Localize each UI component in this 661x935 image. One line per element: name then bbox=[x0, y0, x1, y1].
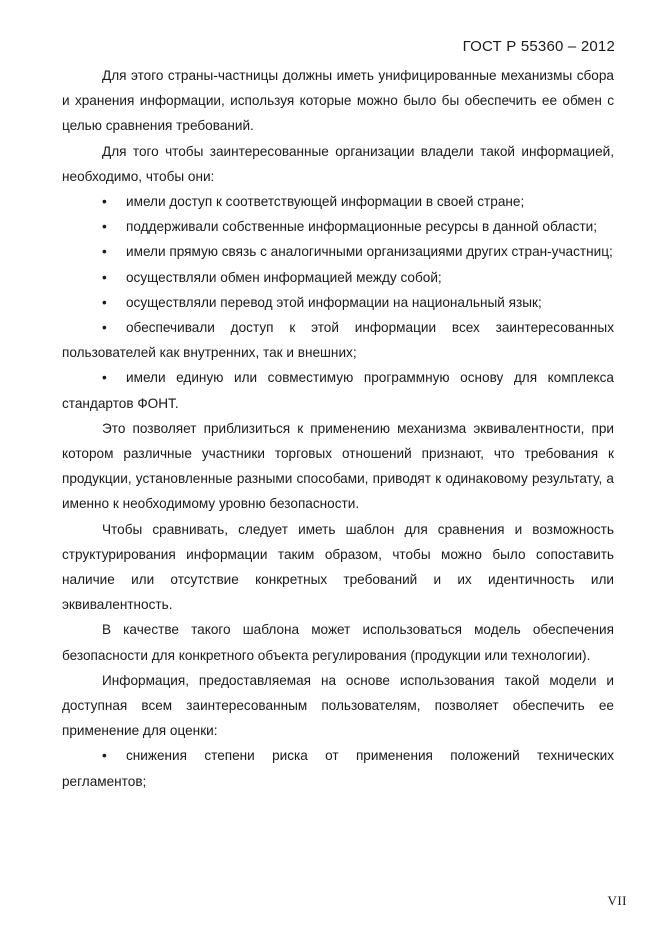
document-body bbox=[62, 63, 614, 794]
paragraph bbox=[62, 416, 614, 517]
bullet-icon: • bbox=[102, 244, 107, 260]
bullet-icon: • bbox=[102, 320, 107, 336]
paragraph-text: В качестве такого шаблона может использоваться модель обеспечения безопасности для конкретного объекта регулирования (продукции или технологии). bbox=[62, 622, 614, 663]
paragraph-text: Чтобы сравнивать, следует иметь шаблон для сравнения и возможность структурирования информации таким образом, чтобы можно было сопоставить наличие или отсутствие конкретных требований и их идентичность или эквивалентность. bbox=[62, 521, 614, 613]
list-item bbox=[62, 239, 614, 264]
paragraph bbox=[62, 63, 614, 139]
list-item bbox=[62, 189, 614, 214]
bullet-icon: • bbox=[102, 219, 107, 235]
list-item-text: поддерживали собственные информационные ресурсы в данной области; bbox=[126, 219, 598, 235]
list-item-text: осуществляли обмен информацией между собой; bbox=[126, 269, 442, 285]
paragraph-text: Информация, предоставляемая на основе использования такой модели и доступная всем заинтересованным пользователям, позволяет обеспечить ее применение для оценки: bbox=[62, 672, 614, 739]
bullet-icon: • bbox=[102, 269, 107, 285]
bullet-icon: • bbox=[102, 748, 107, 764]
bullet-icon: • bbox=[102, 370, 107, 386]
list-item-text: осуществляли перевод этой информации на национальный язык; bbox=[126, 294, 542, 310]
list-item-text: имели доступ к соответствующей информации в своей стране; bbox=[126, 194, 525, 210]
list-item bbox=[62, 265, 614, 290]
paragraph bbox=[62, 668, 614, 744]
list-item-text: снижения степени риска от применения положений технических регламентов; bbox=[62, 748, 614, 789]
list-item-text: имели прямую связь с аналогичными организациями других стран-участниц; bbox=[126, 244, 613, 260]
list-item-text: обеспечивали доступ к этой информации всех заинтересованных пользователей как внутренних, так и внешних; bbox=[62, 320, 614, 361]
bullet-icon: • bbox=[102, 194, 107, 210]
bullet-icon: • bbox=[102, 294, 107, 310]
list-item bbox=[62, 743, 614, 793]
list-item-text: имели единую или совместимую программную основу для комплекса стандартов ФОНТ. bbox=[62, 370, 614, 411]
paragraph bbox=[62, 517, 614, 618]
list-item bbox=[62, 365, 614, 415]
paragraph-text: Для этого страны-частницы должны иметь унифицированные механизмы сбора и хранения информации, используя которые можно было бы обеспечить ее обмен с целью сравнения требований. bbox=[62, 68, 614, 134]
page-number: VII bbox=[607, 893, 627, 908]
document-header: ГОСТ Р 55360 – 2012 bbox=[462, 38, 615, 55]
paragraph-text: Это позволяет приблизиться к применению механизма эквивалентности, при котором различные участники торговых отношений признают, что требования к продукции, установленные разными способами, приводят к одинаковому результату, а именно к необходимому уровню безопасности. bbox=[62, 420, 614, 512]
list-item bbox=[62, 290, 614, 315]
list-item bbox=[62, 214, 614, 239]
paragraph bbox=[62, 139, 614, 189]
list-item bbox=[62, 315, 614, 365]
paragraph bbox=[62, 617, 614, 667]
paragraph-text: Для того чтобы заинтересованные организации владели такой информацией, необходимо, чтобы они: bbox=[62, 143, 614, 184]
